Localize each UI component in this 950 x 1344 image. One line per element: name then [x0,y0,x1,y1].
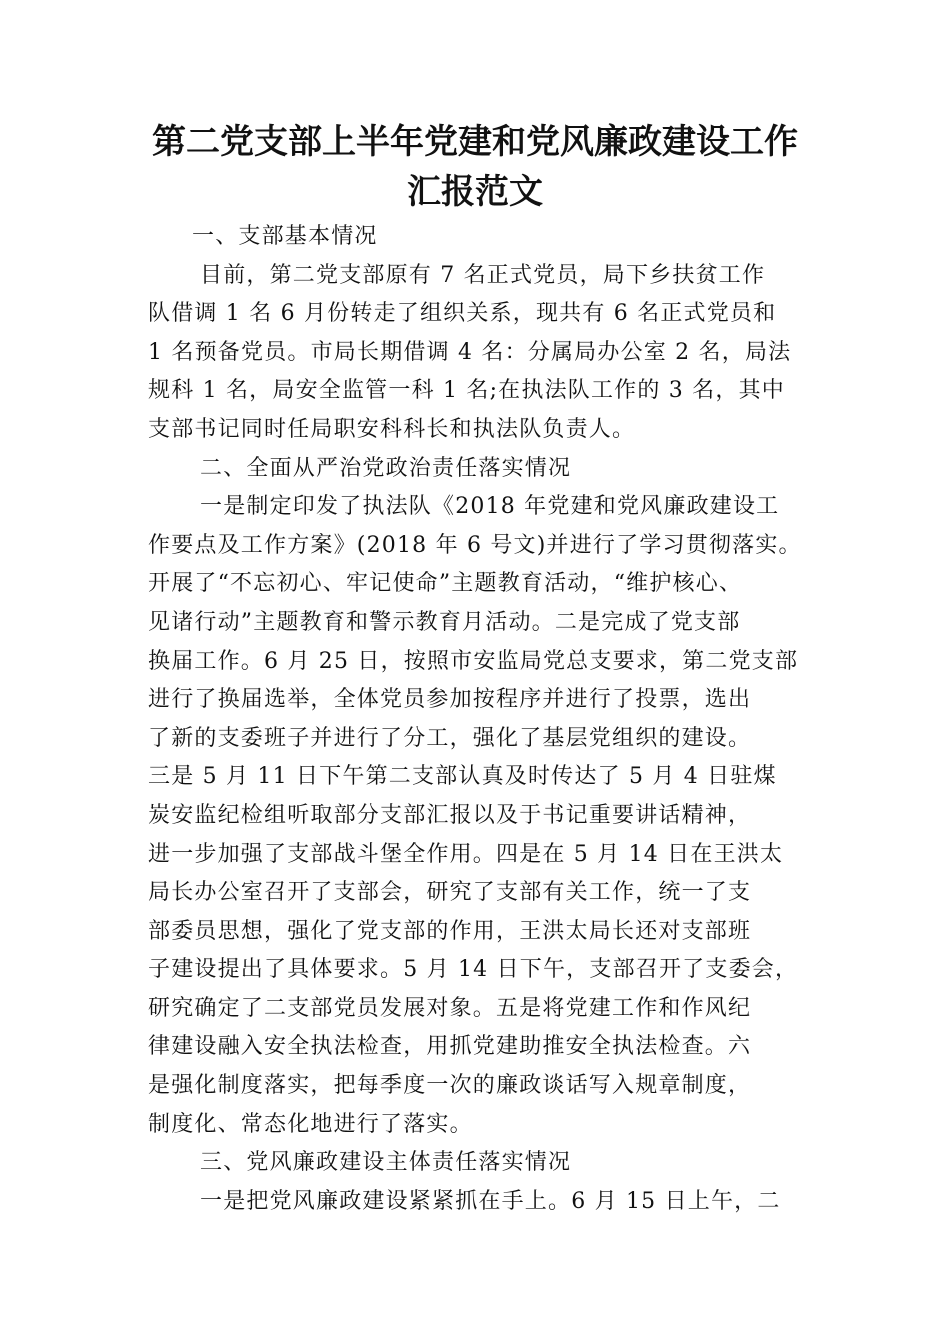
paragraph-line: 见诸行动”主题教育和警示教育月活动。二是完成了党支部 [148,609,741,635]
paragraph-line: 三是 5 月 11 日下午第二支部认真及时传达了 5 月 4 日驻煤 [148,764,777,790]
paragraph-line: 是强化制度落实，把每季度一次的廉政谈话写入规章制度， [148,1073,752,1099]
document-body [148,218,808,1221]
paragraph-line: 目前，第二党支部原有 7 名正式党员，局下乡扶贫工作 [200,262,766,288]
section-heading-1: 一、支部基本情况 [192,224,378,249]
section-heading-3: 三、党风廉政建设主体责任落实情况 [200,1150,572,1176]
paragraph-line: 研究确定了二支部党员发展对象。五是将党建工作和作风纪 [148,995,752,1021]
paragraph-line: 进行了换届选举，全体党员参加按程序并进行了投票，选出 [148,687,752,713]
paragraph-line: 1 名预备党员。市局长期借调 4 名：分属局办公室 2 名，局法 [148,339,792,365]
document-title-line-1: 第二党支部上半年党建和党风廉政建设工作 [152,122,798,162]
paragraph-line: 一是制定印发了执法队《2018 年党建和党风廉政建设工 [200,494,780,520]
paragraph-line: 作要点及工作方案》(2018 年 6 号文)并进行了学习贯彻落实。 [148,532,802,558]
paragraph-line: 进一步加强了支部战斗堡全作用。四是在 5 月 14 日在王洪太 [148,841,784,867]
paragraph-line: 炭安监纪检组听取部分支部汇报以及于书记重要讲话精神， [148,802,752,828]
section-heading-2: 二、全面从严治党政治责任落实情况 [200,455,572,481]
paragraph-line: 换届工作。6 月 25 日，按照市安监局党总支要求，第二党支部 [148,648,799,674]
paragraph-line: 部委员思想，强化了党支部的作用，王洪太局长还对支部班 [148,918,752,944]
paragraph-line: 队借调 1 名 6 月份转走了组织关系，现共有 6 名正式党员和 [148,301,777,327]
paragraph-line: 支部书记同时任局职安科科长和执法队负责人。 [148,416,636,442]
paragraph-line: 规科 1 名，局安全监管一科 1 名;在执法队工作的 3 名，其中 [148,378,785,404]
paragraph-line: 开展了“不忘初心、牢记使命”主题教育活动，“维护核心、 [148,571,743,597]
paragraph-line: 了新的支委班子并进行了分工，强化了基层党组织的建设。 [148,725,752,751]
paragraph-line: 制度化、常态化地进行了落实。 [148,1111,473,1137]
paragraph-line: 局长办公室召开了支部会，研究了支部有关工作，统一了支 [148,880,752,906]
paragraph-line: 律建设融入安全执法检查，用抓党建助推安全执法检查。六 [148,1034,752,1060]
document-title-line-2: 汇报范文 [407,172,543,212]
paragraph-line: 一是把党风廉政建设紧紧抓在手上。6 月 15 日上午，二 [200,1188,781,1214]
paragraph-line: 子建设提出了具体要求。5 月 14 日下午，支部召开了支委会， [148,957,799,983]
